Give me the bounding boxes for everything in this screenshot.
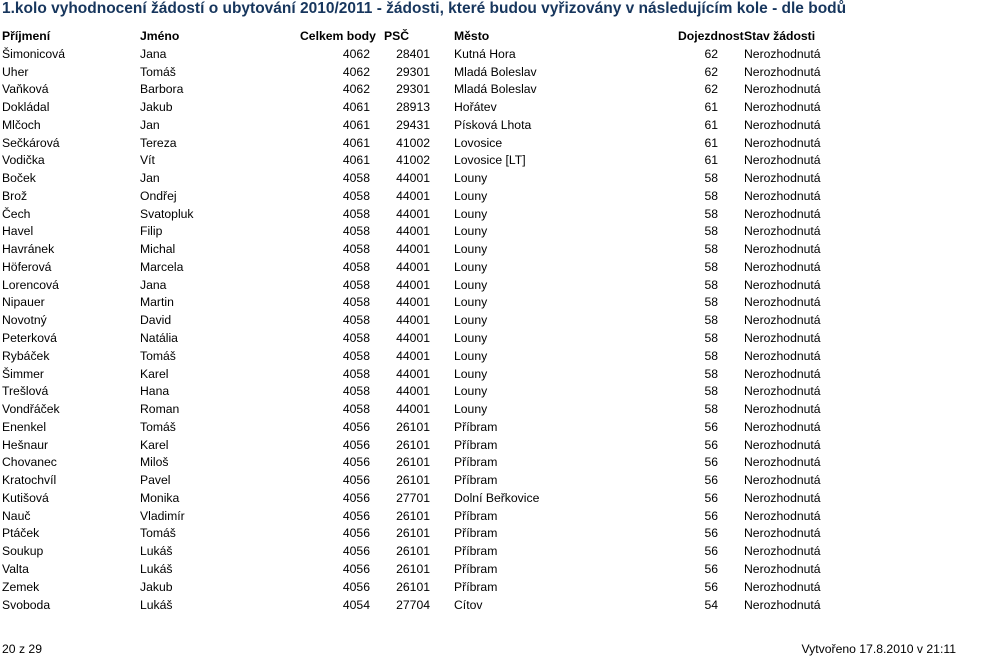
table-row <box>0 170 988 188</box>
table-row <box>0 188 988 206</box>
cell-firstname: Tereza <box>140 135 177 150</box>
cell-points: 4058 <box>342 348 370 363</box>
cell-points: 4058 <box>342 259 370 274</box>
cell-surname: Valta <box>2 561 29 576</box>
cell-firstname: Tomáš <box>140 419 176 434</box>
cell-firstname: Marcela <box>140 259 184 274</box>
header-surname: Příjmení <box>2 29 51 43</box>
cell-city: Louny <box>454 224 488 239</box>
table-row <box>0 508 988 526</box>
cell-commute: 56 <box>704 544 718 559</box>
cell-status: Nerozhodnutá <box>744 384 821 399</box>
cell-psc: 44001 <box>396 277 430 292</box>
cell-firstname: Svatopluk <box>140 206 194 221</box>
cell-commute: 56 <box>704 508 718 523</box>
cell-city: Příbram <box>454 561 498 576</box>
created-timestamp: Vytvořeno 17.8.2010 v 21:11 <box>801 642 956 656</box>
cell-points: 4056 <box>342 437 370 452</box>
table-row <box>0 472 988 490</box>
cell-firstname: Karel <box>140 366 169 381</box>
table-row <box>0 241 988 259</box>
cell-points: 4061 <box>342 153 370 168</box>
cell-points: 4058 <box>342 313 370 328</box>
cell-commute: 58 <box>704 259 718 274</box>
cell-psc: 44001 <box>396 331 430 346</box>
cell-surname: Lorencová <box>2 277 59 292</box>
cell-status: Nerozhodnutá <box>744 561 821 576</box>
cell-firstname: Jana <box>140 46 167 61</box>
cell-firstname: Lukáš <box>140 561 173 576</box>
cell-status: Nerozhodnutá <box>744 259 821 274</box>
cell-surname: Uher <box>2 64 29 79</box>
cell-commute: 58 <box>704 384 718 399</box>
cell-firstname: Hana <box>140 384 170 399</box>
cell-surname: Mlčoch <box>2 117 41 132</box>
cell-firstname: Filip <box>140 224 163 239</box>
cell-commute: 58 <box>704 188 718 203</box>
cell-points: 4058 <box>342 188 370 203</box>
cell-surname: Hešnaur <box>2 437 49 452</box>
cell-points: 4056 <box>342 473 370 488</box>
table-row <box>0 366 988 384</box>
cell-firstname: Monika <box>140 490 180 505</box>
page-number: 20 z 29 <box>2 642 42 656</box>
cell-surname: Novotný <box>2 313 47 328</box>
cell-status: Nerozhodnutá <box>744 135 821 150</box>
cell-firstname: Tomáš <box>140 526 176 541</box>
cell-city: Louny <box>454 277 488 292</box>
cell-status: Nerozhodnutá <box>744 490 821 505</box>
cell-status: Nerozhodnutá <box>744 455 821 470</box>
cell-surname: Vodička <box>2 153 45 168</box>
cell-firstname: Jan <box>140 171 160 186</box>
cell-psc: 29301 <box>396 64 430 79</box>
cell-commute: 56 <box>704 490 718 505</box>
cell-surname: Zemek <box>2 579 40 594</box>
table-row <box>0 259 988 277</box>
cell-points: 4056 <box>342 419 370 434</box>
table-row <box>0 99 988 117</box>
cell-city: Příbram <box>454 579 498 594</box>
cell-psc: 26101 <box>396 579 430 594</box>
cell-status: Nerozhodnutá <box>744 508 821 523</box>
cell-points: 4054 <box>342 597 370 612</box>
cell-surname: Trešlová <box>2 384 49 399</box>
cell-points: 4056 <box>342 561 370 576</box>
cell-psc: 28913 <box>396 100 430 115</box>
cell-firstname: Jan <box>140 117 160 132</box>
cell-status: Nerozhodnutá <box>744 348 821 363</box>
cell-firstname: Jakub <box>140 100 173 115</box>
cell-points: 4058 <box>342 206 370 221</box>
cell-surname: Soukup <box>2 544 44 559</box>
cell-firstname: Jana <box>140 277 167 292</box>
cell-psc: 44001 <box>396 384 430 399</box>
cell-firstname: Tomáš <box>140 348 176 363</box>
table-row <box>0 543 988 561</box>
cell-surname: Chovanec <box>2 455 57 470</box>
table-row <box>0 64 988 82</box>
cell-psc: 44001 <box>396 366 430 381</box>
cell-surname: Brož <box>2 188 28 203</box>
cell-city: Hořátev <box>454 100 497 115</box>
cell-points: 4058 <box>342 171 370 186</box>
cell-commute: 58 <box>704 295 718 310</box>
cell-status: Nerozhodnutá <box>744 295 821 310</box>
cell-commute: 58 <box>704 206 718 221</box>
cell-commute: 58 <box>704 366 718 381</box>
cell-status: Nerozhodnutá <box>744 366 821 381</box>
table-row <box>0 81 988 99</box>
cell-psc: 27704 <box>396 597 430 612</box>
cell-points: 4056 <box>342 526 370 541</box>
cell-firstname: Lukáš <box>140 597 173 612</box>
cell-city: Písková Lhota <box>454 117 532 132</box>
cell-points: 4058 <box>342 366 370 381</box>
cell-surname: Kratochvíl <box>2 473 57 488</box>
cell-firstname: Roman <box>140 402 180 417</box>
cell-status: Nerozhodnutá <box>744 277 821 292</box>
cell-commute: 56 <box>704 437 718 452</box>
table-row <box>0 330 988 348</box>
cell-city: Louny <box>454 206 488 221</box>
cell-psc: 44001 <box>396 242 430 257</box>
cell-city: Lovosice [LT] <box>454 153 526 168</box>
table-row <box>0 135 988 153</box>
cell-firstname: Karel <box>140 437 169 452</box>
cell-points: 4058 <box>342 384 370 399</box>
cell-surname: Svoboda <box>2 597 51 612</box>
cell-surname: Šimonicová <box>2 46 65 61</box>
cell-points: 4056 <box>342 490 370 505</box>
cell-city: Příbram <box>454 419 498 434</box>
cell-status: Nerozhodnutá <box>744 544 821 559</box>
cell-city: Kutná Hora <box>454 46 516 61</box>
cell-commute: 58 <box>704 224 718 239</box>
cell-city: Mladá Boleslav <box>454 82 537 97</box>
header-psc: PSČ <box>384 29 410 43</box>
cell-firstname: Lukáš <box>140 544 173 559</box>
cell-city: Příbram <box>454 526 498 541</box>
table-row <box>0 454 988 472</box>
cell-points: 4056 <box>342 455 370 470</box>
cell-points: 4056 <box>342 579 370 594</box>
cell-psc: 44001 <box>396 224 430 239</box>
table-row <box>0 277 988 295</box>
cell-psc: 26101 <box>396 508 430 523</box>
cell-status: Nerozhodnutá <box>744 82 821 97</box>
cell-surname: Nipauer <box>2 295 45 310</box>
cell-city: Louny <box>454 313 488 328</box>
cell-commute: 56 <box>704 526 718 541</box>
table-row <box>0 117 988 135</box>
cell-psc: 44001 <box>396 171 430 186</box>
cell-commute: 58 <box>704 242 718 257</box>
cell-psc: 41002 <box>396 153 430 168</box>
cell-commute: 58 <box>704 331 718 346</box>
cell-status: Nerozhodnutá <box>744 242 821 257</box>
cell-firstname: Natália <box>140 331 178 346</box>
cell-surname: Sečkárová <box>2 135 60 150</box>
applications-table <box>0 28 988 614</box>
cell-commute: 58 <box>704 277 718 292</box>
cell-surname: Enenkel <box>2 419 47 434</box>
cell-commute: 61 <box>704 153 718 168</box>
cell-psc: 26101 <box>396 526 430 541</box>
table-row <box>0 490 988 508</box>
cell-points: 4058 <box>342 295 370 310</box>
cell-status: Nerozhodnutá <box>744 46 821 61</box>
cell-status: Nerozhodnutá <box>744 473 821 488</box>
cell-surname: Boček <box>2 171 36 186</box>
cell-status: Nerozhodnutá <box>744 100 821 115</box>
table-row <box>0 223 988 241</box>
cell-city: Louny <box>454 259 488 274</box>
cell-firstname: David <box>140 313 172 328</box>
table-row <box>0 294 988 312</box>
cell-commute: 61 <box>704 100 718 115</box>
cell-psc: 26101 <box>396 437 430 452</box>
table-row <box>0 206 988 224</box>
header-commute: Dojezdnost <box>678 29 744 43</box>
cell-psc: 44001 <box>396 259 430 274</box>
cell-commute: 54 <box>704 597 718 612</box>
cell-city: Lovosice <box>454 135 503 150</box>
table-row <box>0 348 988 366</box>
table-row <box>0 597 988 615</box>
cell-commute: 62 <box>704 64 718 79</box>
cell-surname: Dokládal <box>2 100 50 115</box>
table-row <box>0 419 988 437</box>
table-header-row <box>0 28 988 46</box>
cell-city: Louny <box>454 402 488 417</box>
cell-city: Příbram <box>454 473 498 488</box>
cell-psc: 26101 <box>396 419 430 434</box>
cell-surname: Havel <box>2 224 34 239</box>
cell-commute: 56 <box>704 455 718 470</box>
cell-points: 4058 <box>342 242 370 257</box>
cell-commute: 62 <box>704 46 718 61</box>
cell-firstname: Tomáš <box>140 64 176 79</box>
cell-points: 4056 <box>342 544 370 559</box>
cell-firstname: Vít <box>140 153 155 168</box>
cell-city: Příbram <box>454 437 498 452</box>
cell-points: 4062 <box>342 64 370 79</box>
cell-city: Mladá Boleslav <box>454 64 537 79</box>
cell-status: Nerozhodnutá <box>744 206 821 221</box>
cell-city: Příbram <box>454 508 498 523</box>
cell-psc: 26101 <box>396 544 430 559</box>
header-status: Stav žádosti <box>744 29 816 43</box>
cell-commute: 58 <box>704 313 718 328</box>
cell-status: Nerozhodnutá <box>744 224 821 239</box>
cell-city: Dolní Beřkovice <box>454 490 540 505</box>
cell-commute: 56 <box>704 473 718 488</box>
cell-psc: 29301 <box>396 82 430 97</box>
cell-psc: 44001 <box>396 348 430 363</box>
cell-points: 4056 <box>342 508 370 523</box>
cell-points: 4061 <box>342 117 370 132</box>
cell-commute: 56 <box>704 419 718 434</box>
cell-points: 4058 <box>342 277 370 292</box>
cell-commute: 61 <box>704 135 718 150</box>
cell-psc: 29431 <box>396 117 430 132</box>
cell-commute: 62 <box>704 82 718 97</box>
cell-status: Nerozhodnutá <box>744 402 821 417</box>
table-row <box>0 312 988 330</box>
page-title: 1.kolo vyhodnocení žádostí o ubytování 2010/2011 - žádosti, které budou vyřizovány v následujícím kole - dle bodů <box>2 0 847 17</box>
cell-points: 4058 <box>342 224 370 239</box>
table-row <box>0 579 988 597</box>
cell-psc: 44001 <box>396 295 430 310</box>
cell-commute: 56 <box>704 561 718 576</box>
cell-points: 4062 <box>342 82 370 97</box>
cell-commute: 58 <box>704 348 718 363</box>
cell-city: Louny <box>454 171 488 186</box>
cell-firstname: Martin <box>140 295 174 310</box>
cell-psc: 28401 <box>396 46 430 61</box>
cell-status: Nerozhodnutá <box>744 526 821 541</box>
cell-firstname: Jakub <box>140 579 173 594</box>
table-row <box>0 383 988 401</box>
cell-psc: 26101 <box>396 455 430 470</box>
table-row <box>0 561 988 579</box>
cell-surname: Rybáček <box>2 348 50 363</box>
cell-firstname: Vladimír <box>140 508 185 523</box>
cell-city: Louny <box>454 295 488 310</box>
cell-city: Louny <box>454 331 488 346</box>
cell-surname: Vaňková <box>2 82 49 97</box>
header-points: Celkem body <box>300 29 376 43</box>
cell-status: Nerozhodnutá <box>744 64 821 79</box>
cell-points: 4061 <box>342 135 370 150</box>
cell-psc: 27701 <box>396 490 430 505</box>
cell-points: 4058 <box>342 402 370 417</box>
cell-psc: 44001 <box>396 313 430 328</box>
cell-status: Nerozhodnutá <box>744 437 821 452</box>
cell-surname: Kutišová <box>2 490 49 505</box>
cell-city: Louny <box>454 242 488 257</box>
cell-psc: 26101 <box>396 473 430 488</box>
cell-surname: Vondřáček <box>2 402 60 417</box>
cell-surname: Šimmer <box>2 366 44 381</box>
cell-status: Nerozhodnutá <box>744 188 821 203</box>
cell-commute: 56 <box>704 579 718 594</box>
cell-commute: 58 <box>704 171 718 186</box>
cell-surname: Čech <box>2 206 31 221</box>
cell-city: Louny <box>454 366 488 381</box>
cell-firstname: Ondřej <box>140 188 177 203</box>
header-city: Město <box>454 29 490 43</box>
header-firstname: Jméno <box>140 29 180 43</box>
cell-points: 4062 <box>342 46 370 61</box>
table-row <box>0 437 988 455</box>
cell-city: Cítov <box>454 597 483 612</box>
cell-psc: 44001 <box>396 188 430 203</box>
cell-surname: Havránek <box>2 242 55 257</box>
cell-surname: Peterková <box>2 331 57 346</box>
cell-status: Nerozhodnutá <box>744 171 821 186</box>
cell-city: Louny <box>454 384 488 399</box>
cell-psc: 26101 <box>396 561 430 576</box>
cell-status: Nerozhodnutá <box>744 331 821 346</box>
cell-surname: Höferová <box>2 259 52 274</box>
cell-points: 4058 <box>342 331 370 346</box>
table-row <box>0 525 988 543</box>
cell-status: Nerozhodnutá <box>744 313 821 328</box>
cell-psc: 41002 <box>396 135 430 150</box>
cell-surname: Ptáček <box>2 526 40 541</box>
cell-city: Louny <box>454 348 488 363</box>
cell-firstname: Barbora <box>140 82 184 97</box>
cell-commute: 58 <box>704 402 718 417</box>
table-row <box>0 46 988 64</box>
cell-psc: 44001 <box>396 402 430 417</box>
cell-firstname: Michal <box>140 242 176 257</box>
cell-firstname: Pavel <box>140 473 171 488</box>
cell-status: Nerozhodnutá <box>744 153 821 168</box>
cell-status: Nerozhodnutá <box>744 117 821 132</box>
cell-status: Nerozhodnutá <box>744 579 821 594</box>
table-row <box>0 401 988 419</box>
cell-psc: 44001 <box>396 206 430 221</box>
cell-surname: Nauč <box>2 508 31 523</box>
cell-city: Příbram <box>454 455 498 470</box>
cell-points: 4061 <box>342 100 370 115</box>
cell-city: Louny <box>454 188 488 203</box>
table-row <box>0 152 988 170</box>
cell-firstname: Miloš <box>140 455 169 470</box>
cell-status: Nerozhodnutá <box>744 419 821 434</box>
cell-status: Nerozhodnutá <box>744 597 821 612</box>
cell-city: Příbram <box>454 544 498 559</box>
cell-commute: 61 <box>704 117 718 132</box>
